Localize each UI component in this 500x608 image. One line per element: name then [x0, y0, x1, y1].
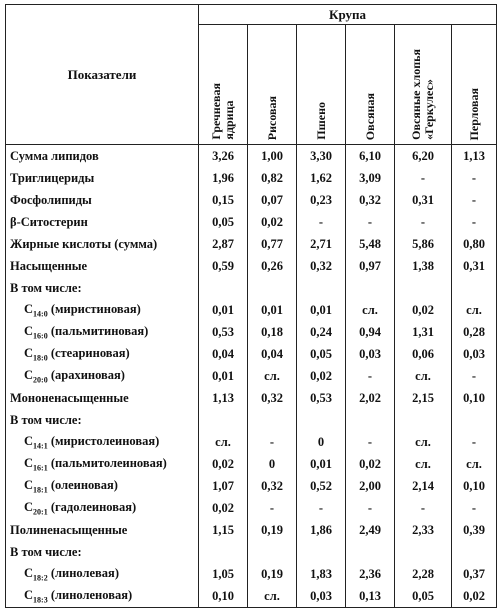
value-cell: 0,19: [248, 519, 297, 541]
row-label-subscript: 20:0: [33, 375, 48, 385]
row-label-subscript: 16:0: [33, 331, 48, 341]
row-label-subscript: 20:1: [33, 507, 48, 517]
row-label-text: Насыщенные: [10, 258, 88, 273]
table-row: [6, 541, 497, 563]
table-row: [6, 453, 497, 475]
value-cell: -: [452, 431, 497, 453]
value-cell: 3,09: [346, 167, 395, 189]
value-cell: 2,87: [199, 233, 248, 255]
value-cell: 0,05: [297, 343, 346, 365]
value-cell: сл.: [346, 299, 395, 321]
row-label-text: Полиненасыщенные: [10, 522, 128, 537]
cereal-header-label: Рисовая: [264, 95, 279, 140]
value-cell: 0,26: [248, 255, 297, 277]
row-label-suffix: (линолевая): [47, 565, 119, 580]
row-label-text: Фосфолипиды: [10, 192, 92, 207]
table-row: [6, 167, 497, 189]
value-cell: 0,31: [395, 189, 452, 211]
value-cell: 0,02: [199, 497, 248, 519]
value-cell: сл.: [248, 365, 297, 387]
value-cell: 0,02: [346, 453, 395, 475]
value-cell: 0,10: [452, 387, 497, 409]
value-cell: -: [452, 365, 497, 387]
row-label: [6, 585, 199, 608]
value-cell: 0,01: [297, 299, 346, 321]
value-cell: [346, 541, 395, 563]
row-label: [6, 497, 199, 519]
value-cell: [452, 409, 497, 431]
value-cell: 1,86: [297, 519, 346, 541]
table-row: [6, 497, 497, 519]
row-label-text: В том числе:: [10, 412, 82, 427]
row-label: [6, 431, 199, 453]
table-row: [6, 321, 497, 343]
value-cell: 3,30: [297, 145, 346, 168]
cereal-header-2: [297, 25, 346, 145]
value-cell: 0,31: [452, 255, 497, 277]
row-label: [6, 145, 199, 168]
value-cell: [297, 277, 346, 299]
row-label-text: В том числе:: [10, 544, 82, 559]
value-cell: 0,28: [452, 321, 497, 343]
value-cell: [452, 541, 497, 563]
value-cell: 0,97: [346, 255, 395, 277]
row-label: [6, 343, 199, 365]
value-cell: -: [346, 365, 395, 387]
value-cell: [452, 277, 497, 299]
row-label-text: Мононенасыщенные: [10, 390, 129, 405]
row-label-suffix: (олеиновая): [47, 477, 118, 492]
value-cell: 0,05: [395, 585, 452, 608]
value-cell: -: [452, 497, 497, 519]
table-row: [6, 563, 497, 585]
row-label-text: C: [24, 499, 34, 514]
value-cell: 6,10: [346, 145, 395, 168]
row-label-subscript: 18:1: [33, 485, 48, 495]
value-cell: 0,07: [248, 189, 297, 211]
lipid-table: [5, 4, 497, 608]
cereal-header-4: [395, 25, 452, 145]
header-row-group: [6, 5, 497, 25]
row-label: [6, 211, 199, 233]
value-cell: -: [452, 189, 497, 211]
value-cell: -: [452, 167, 497, 189]
table-row: [6, 585, 497, 608]
row-label: [6, 189, 199, 211]
row-label-subscript: 18:0: [33, 353, 48, 363]
value-cell: сл.: [452, 299, 497, 321]
value-cell: 0,13: [346, 585, 395, 608]
row-label-subscript: 14:0: [33, 309, 48, 319]
value-cell: -: [248, 497, 297, 519]
value-cell: 2,49: [346, 519, 395, 541]
value-cell: -: [452, 211, 497, 233]
value-cell: 0,39: [452, 519, 497, 541]
table-row: [6, 475, 497, 497]
value-cell: [297, 541, 346, 563]
value-cell: 0,59: [199, 255, 248, 277]
value-cell: 1,38: [395, 255, 452, 277]
row-label-text: C: [24, 455, 34, 470]
value-cell: сл.: [395, 431, 452, 453]
table-row: [6, 299, 497, 321]
row-label: [6, 321, 199, 343]
value-cell: 0,06: [395, 343, 452, 365]
value-cell: сл.: [395, 453, 452, 475]
value-cell: 0,02: [297, 365, 346, 387]
value-cell: 2,36: [346, 563, 395, 585]
value-cell: 0: [248, 453, 297, 475]
value-cell: -: [395, 167, 452, 189]
row-label: [6, 519, 199, 541]
cereal-header-3: [346, 25, 395, 145]
value-cell: 1,00: [248, 145, 297, 168]
row-label-suffix: (линоленовая): [47, 587, 133, 602]
value-cell: сл.: [452, 453, 497, 475]
cereal-header-label: Гречневая ядрица: [209, 83, 236, 140]
value-cell: 0,10: [452, 475, 497, 497]
row-label: [6, 299, 199, 321]
value-cell: 1,15: [199, 519, 248, 541]
row-label-suffix: (стеариновая): [47, 345, 130, 360]
row-label: [6, 233, 199, 255]
cereal-header-5: [452, 25, 497, 145]
value-cell: 0,01: [248, 299, 297, 321]
value-cell: 0,32: [346, 189, 395, 211]
value-cell: 2,28: [395, 563, 452, 585]
row-label: [6, 277, 199, 299]
value-cell: 2,15: [395, 387, 452, 409]
table-row: [6, 189, 497, 211]
value-cell: 0,03: [297, 585, 346, 608]
value-cell: 1,13: [452, 145, 497, 168]
value-cell: 0,15: [199, 189, 248, 211]
value-cell: 0,52: [297, 475, 346, 497]
table-row: [6, 519, 497, 541]
value-cell: [395, 541, 452, 563]
row-label-text: C: [24, 587, 34, 602]
cereal-header-0: [199, 25, 248, 145]
value-cell: 0,53: [199, 321, 248, 343]
table-row: [6, 343, 497, 365]
value-cell: 0,02: [199, 453, 248, 475]
value-cell: сл.: [248, 585, 297, 608]
value-cell: 0,53: [297, 387, 346, 409]
value-cell: [248, 277, 297, 299]
value-cell: 5,86: [395, 233, 452, 255]
value-cell: 0,32: [248, 387, 297, 409]
value-cell: 2,00: [346, 475, 395, 497]
value-cell: [395, 277, 452, 299]
value-cell: 5,48: [346, 233, 395, 255]
value-cell: 3,26: [199, 145, 248, 168]
row-label: [6, 453, 199, 475]
table-row: [6, 145, 497, 168]
value-cell: 0,32: [248, 475, 297, 497]
table-row: [6, 277, 497, 299]
value-cell: 0,37: [452, 563, 497, 585]
value-cell: 1,07: [199, 475, 248, 497]
value-cell: 2,71: [297, 233, 346, 255]
value-cell: [297, 409, 346, 431]
table-row: [6, 409, 497, 431]
value-cell: сл.: [395, 365, 452, 387]
row-label-text: C: [24, 301, 34, 316]
cereal-header-label: Овсяная: [362, 92, 377, 140]
row-label: [6, 167, 199, 189]
row-label: [6, 475, 199, 497]
row-label-suffix: (миристиновая): [47, 301, 141, 316]
value-cell: 0,02: [395, 299, 452, 321]
value-cell: [199, 541, 248, 563]
cereal-header-label: Пшено: [313, 102, 328, 140]
value-cell: -: [395, 211, 452, 233]
value-cell: 0: [297, 431, 346, 453]
row-label-text: C: [24, 565, 34, 580]
row-label-subscript: 18:2: [33, 573, 48, 583]
table-row: [6, 211, 497, 233]
row-label-text: β-Ситостерин: [10, 214, 88, 229]
value-cell: 0,05: [199, 211, 248, 233]
value-cell: 2,33: [395, 519, 452, 541]
row-label-text: Сумма липидов: [10, 148, 99, 163]
indicators-header: Показатели: [6, 5, 199, 145]
value-cell: 0,19: [248, 563, 297, 585]
row-label-text: Жирные кислоты (сумма): [10, 236, 158, 251]
value-cell: 0,24: [297, 321, 346, 343]
row-label: [6, 541, 199, 563]
table-row: [6, 233, 497, 255]
row-label-suffix: (миристолеиновая): [47, 433, 160, 448]
cereal-header-1: [248, 25, 297, 145]
value-cell: 0,23: [297, 189, 346, 211]
row-label: [6, 255, 199, 277]
value-cell: 0,02: [452, 585, 497, 608]
value-cell: 6,20: [395, 145, 452, 168]
value-cell: 0,32: [297, 255, 346, 277]
value-cell: 0,04: [199, 343, 248, 365]
row-label-subscript: 16:1: [33, 463, 48, 473]
value-cell: 0,02: [248, 211, 297, 233]
value-cell: -: [346, 497, 395, 519]
row-label-subscript: 14:1: [33, 441, 48, 451]
value-cell: 0,77: [248, 233, 297, 255]
value-cell: 0,82: [248, 167, 297, 189]
row-label-text: В том числе:: [10, 280, 82, 295]
row-label-suffix: (гадолеиновая): [47, 499, 137, 514]
value-cell: [248, 409, 297, 431]
row-label-text: Триглицериды: [10, 170, 95, 185]
value-cell: 0,80: [452, 233, 497, 255]
value-cell: 0,01: [297, 453, 346, 475]
cereal-header-label: Перловая: [466, 87, 481, 140]
value-cell: 0,94: [346, 321, 395, 343]
value-cell: [248, 541, 297, 563]
cereal-header-label: Овсяные хлопья «Геркулес»: [409, 49, 436, 140]
value-cell: 0,03: [452, 343, 497, 365]
table-row: [6, 387, 497, 409]
value-cell: -: [346, 211, 395, 233]
row-label: [6, 563, 199, 585]
value-cell: -: [248, 431, 297, 453]
value-cell: 0,01: [199, 365, 248, 387]
row-label: [6, 409, 199, 431]
value-cell: 1,62: [297, 167, 346, 189]
row-label-suffix: (пальмитиновая): [47, 323, 149, 338]
value-cell: сл.: [199, 431, 248, 453]
value-cell: 0,04: [248, 343, 297, 365]
row-label-text: C: [24, 345, 34, 360]
value-cell: 0,03: [346, 343, 395, 365]
value-cell: 1,31: [395, 321, 452, 343]
value-cell: -: [395, 497, 452, 519]
row-label: [6, 365, 199, 387]
table-body: [6, 145, 497, 608]
row-label-text: C: [24, 433, 34, 448]
value-cell: [346, 277, 395, 299]
value-cell: 2,02: [346, 387, 395, 409]
cereal-group-header: Крупа: [199, 5, 497, 25]
value-cell: [199, 409, 248, 431]
row-label-text: C: [24, 477, 34, 492]
value-cell: [346, 409, 395, 431]
table-row: [6, 365, 497, 387]
value-cell: 1,13: [199, 387, 248, 409]
row-label: [6, 387, 199, 409]
value-cell: 1,96: [199, 167, 248, 189]
value-cell: [199, 277, 248, 299]
row-label-text: C: [24, 367, 34, 382]
value-cell: 0,01: [199, 299, 248, 321]
row-label-suffix: (арахиновая): [47, 367, 125, 382]
value-cell: 2,14: [395, 475, 452, 497]
value-cell: 1,05: [199, 563, 248, 585]
row-label-subscript: 18:3: [33, 595, 48, 605]
value-cell: -: [297, 497, 346, 519]
value-cell: [395, 409, 452, 431]
value-cell: -: [346, 431, 395, 453]
value-cell: 1,83: [297, 563, 346, 585]
row-label-text: C: [24, 323, 34, 338]
table-row: [6, 431, 497, 453]
value-cell: 0,18: [248, 321, 297, 343]
value-cell: 0,10: [199, 585, 248, 608]
value-cell: -: [297, 211, 346, 233]
row-label-suffix: (пальмитолеиновая): [47, 455, 167, 470]
table-row: [6, 255, 497, 277]
